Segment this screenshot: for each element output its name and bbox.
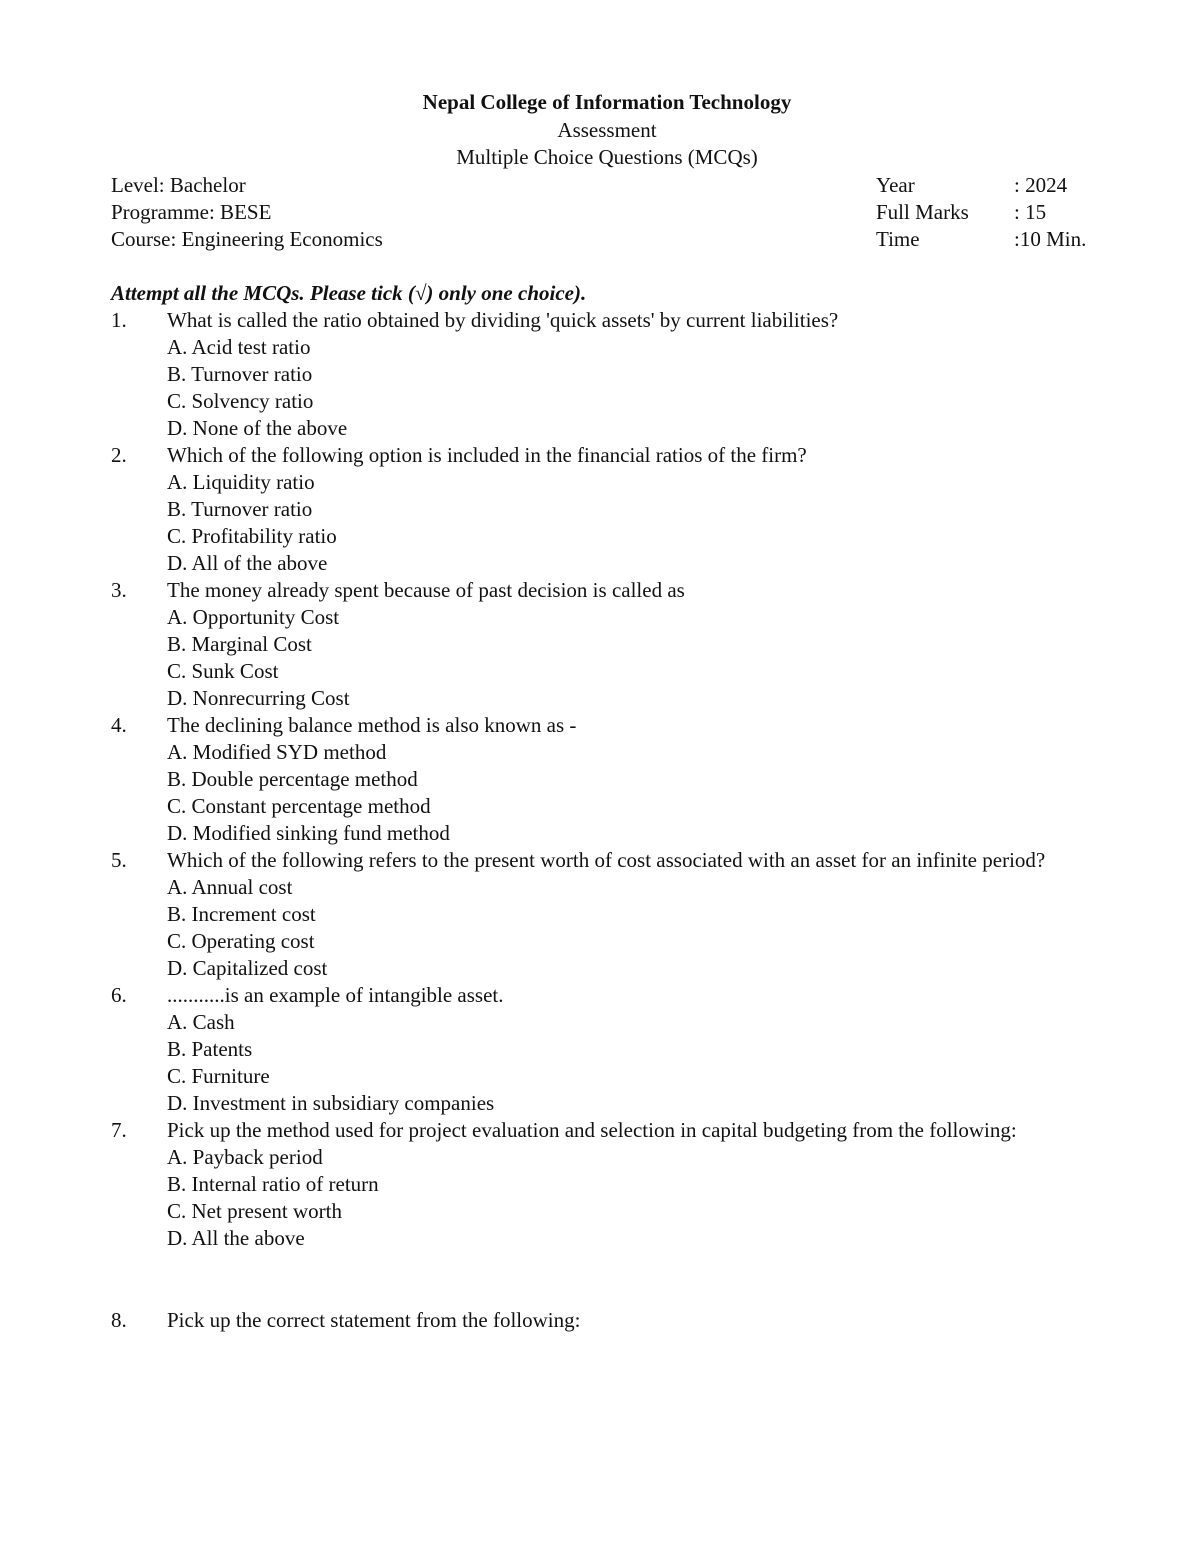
option-d[interactable]: D. Investment in subsidiary companies xyxy=(167,1091,495,1115)
option-b[interactable]: B. Increment cost xyxy=(167,902,316,926)
programme-info: Programme: BESE xyxy=(111,200,272,224)
time-label: Time xyxy=(876,227,920,251)
question-number: 6. xyxy=(111,983,127,1007)
question-5 xyxy=(111,847,1101,982)
option-b[interactable]: B. Double percentage method xyxy=(167,767,418,791)
option-b[interactable]: B. Marginal Cost xyxy=(167,632,312,656)
question-text: Which of the following refers to the present worth of cost associated with an asset for an infinite period? xyxy=(167,848,1046,872)
option-c[interactable]: C. Net present worth xyxy=(167,1199,342,1223)
option-c[interactable]: C. Sunk Cost xyxy=(167,659,279,683)
option-d[interactable]: D. All of the above xyxy=(167,551,328,575)
option-a[interactable]: A. Liquidity ratio xyxy=(167,470,315,494)
institution-name: Nepal College of Information Technology xyxy=(422,90,792,114)
option-a[interactable]: A. Acid test ratio xyxy=(167,335,311,359)
option-d[interactable]: D. Capitalized cost xyxy=(167,956,328,980)
option-b[interactable]: B. Turnover ratio xyxy=(167,497,313,521)
instruction-text: Attempt all the MCQs. Please tick (√) only one choice). xyxy=(111,281,587,305)
question-2 xyxy=(111,442,1101,577)
question-list xyxy=(111,307,1101,1334)
question-text: Pick up the correct statement from the following: xyxy=(167,1308,581,1332)
level-info: Level: Bachelor xyxy=(111,173,246,197)
option-b[interactable]: B. Turnover ratio xyxy=(167,362,313,386)
question-number: 2. xyxy=(111,443,127,467)
question-text: The money already spent because of past decision is called as xyxy=(167,578,685,602)
option-c[interactable]: C. Solvency ratio xyxy=(167,389,314,413)
question-text: Which of the following option is included in the financial ratios of the firm? xyxy=(167,443,807,467)
question-3 xyxy=(111,577,1101,712)
question-number: 4. xyxy=(111,713,127,737)
option-a[interactable]: A. Opportunity Cost xyxy=(167,605,340,629)
option-c[interactable]: C. Furniture xyxy=(167,1064,270,1088)
question-number: 1. xyxy=(111,308,127,332)
option-a[interactable]: A. Cash xyxy=(167,1010,235,1034)
option-c[interactable]: C. Constant percentage method xyxy=(167,794,431,818)
option-c[interactable]: C. Profitability ratio xyxy=(167,524,337,548)
question-number: 3. xyxy=(111,578,127,602)
question-number: 7. xyxy=(111,1118,127,1142)
year-label: Year xyxy=(876,173,915,197)
option-a[interactable]: A. Payback period xyxy=(167,1145,323,1169)
question-1 xyxy=(111,307,1101,442)
option-a[interactable]: A. Annual cost xyxy=(167,875,293,899)
year-value: : 2024 xyxy=(1014,173,1068,197)
option-d[interactable]: D. Nonrecurring Cost xyxy=(167,686,350,710)
question-8 xyxy=(111,1307,1101,1334)
question-text: What is called the ratio obtained by dividing 'quick assets' by current liabilities? xyxy=(167,308,839,332)
question-7 xyxy=(111,1117,1101,1252)
option-a[interactable]: A. Modified SYD method xyxy=(167,740,387,764)
option-d[interactable]: D. Modified sinking fund method xyxy=(167,821,450,845)
question-text: The declining balance method is also known as - xyxy=(167,713,577,737)
course-info: Course: Engineering Economics xyxy=(111,227,383,251)
option-d[interactable]: D. All the above xyxy=(167,1226,305,1250)
question-text: Pick up the method used for project evaluation and selection in capital budgeting from the following: xyxy=(167,1118,1017,1142)
option-b[interactable]: B. Patents xyxy=(167,1037,253,1061)
time-value: :10 Min. xyxy=(1014,227,1087,251)
option-c[interactable]: C. Operating cost xyxy=(167,929,315,953)
question-text: ...........is an example of intangible asset. xyxy=(167,983,504,1007)
question-number: 5. xyxy=(111,848,127,872)
option-b[interactable]: B. Internal ratio of return xyxy=(167,1172,379,1196)
full-marks-label: Full Marks xyxy=(876,200,969,224)
exam-title: Multiple Choice Questions (MCQs) xyxy=(456,145,758,169)
question-number: 8. xyxy=(111,1308,127,1332)
full-marks-value: : 15 xyxy=(1014,200,1047,224)
option-d[interactable]: D. None of the above xyxy=(167,416,348,440)
question-6 xyxy=(111,982,1101,1117)
assessment-label: Assessment xyxy=(557,118,657,142)
question-4 xyxy=(111,712,1101,847)
